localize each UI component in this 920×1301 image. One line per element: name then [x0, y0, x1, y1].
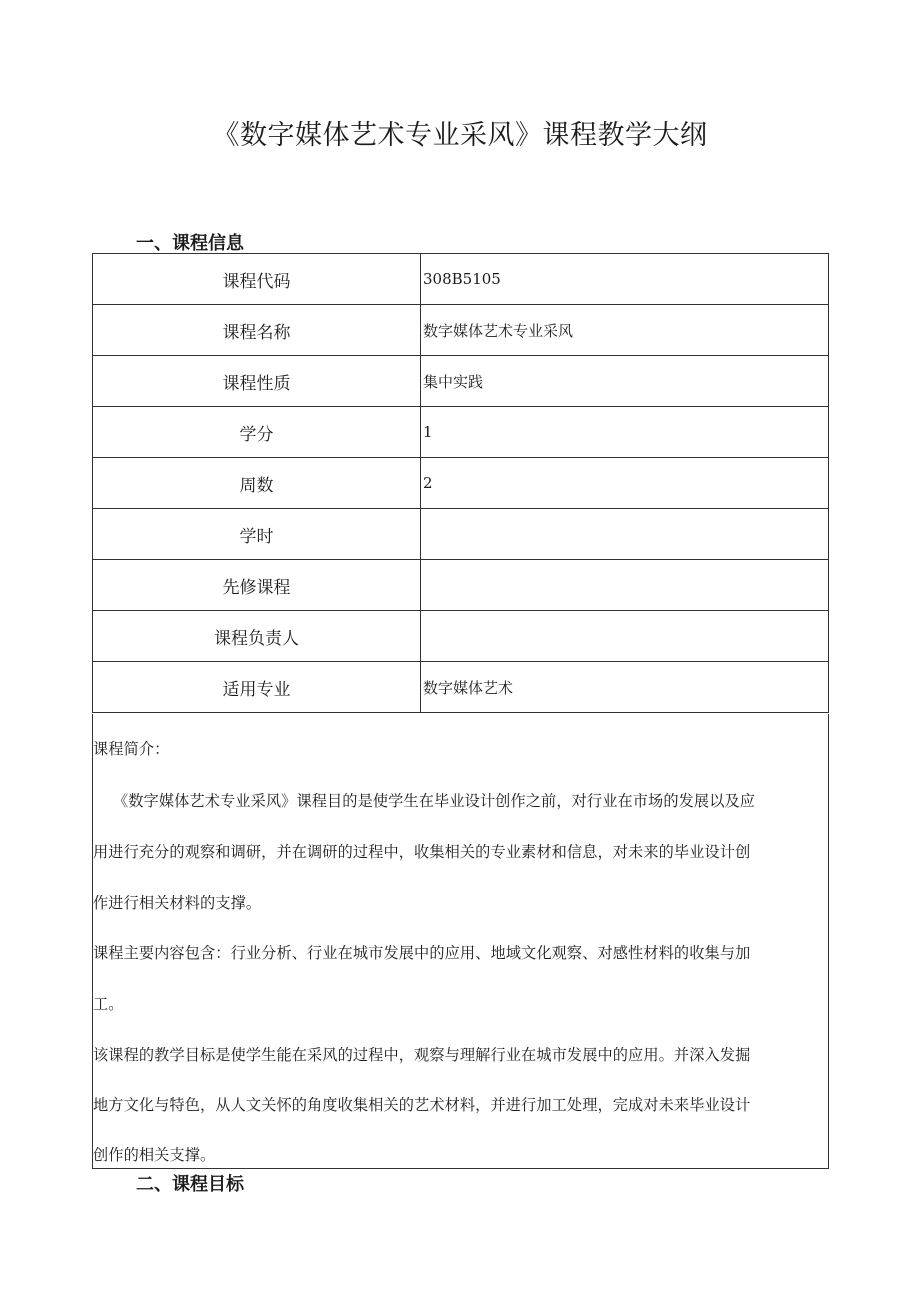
label-prerequisites: 先修课程: [93, 560, 421, 611]
value-course-code: 308B5105: [421, 254, 829, 305]
intro-paragraph-line: 该课程的教学目标是使学生能在采风的过程中，观察与理解行业在城市发展中的应用。并深入发掘: [93, 1046, 751, 1064]
label-hours: 学时: [93, 509, 421, 560]
value-course-leader: [421, 611, 829, 662]
intro-paragraph-line: 地方文化与特色，从人文关怀的角度收集相关的艺术材料，并进行加工处理，完成对未来毕业设计: [93, 1096, 751, 1114]
intro-paragraph-line: 《数字媒体艺术专业采风》课程目的是使学生在毕业设计创作之前，对行业在市场的发展以及应: [113, 792, 756, 810]
value-prerequisites: [421, 560, 829, 611]
course-info-table: [92, 253, 829, 713]
table-row: [93, 356, 829, 407]
value-weeks: 2: [421, 458, 829, 509]
value-course-name: 数字媒体艺术专业采风: [421, 305, 829, 356]
table-row: [93, 305, 829, 356]
table-row: [93, 407, 829, 458]
course-intro-box: [92, 714, 829, 1169]
value-course-nature: 集中实践: [421, 356, 829, 407]
table-row: [93, 509, 829, 560]
intro-paragraph-line: 用进行充分的观察和调研，并在调研的过程中，收集相关的专业素材和信息，对未来的毕业设计创: [93, 843, 751, 861]
section-heading-course-info: 一、课程信息: [136, 233, 244, 254]
intro-paragraph-line: 工。: [93, 995, 124, 1013]
section-heading-course-objectives: 二、课程目标: [136, 1174, 244, 1195]
document-title: 《数字媒体艺术专业采风》课程教学大纲: [212, 120, 708, 151]
label-applicable-major: 适用专业: [93, 662, 421, 713]
intro-paragraph-line: 作进行相关材料的支撑。: [93, 894, 262, 912]
table-row: [93, 458, 829, 509]
label-course-name: 课程名称: [93, 305, 421, 356]
intro-paragraph-line: 课程主要内容包含：行业分析、行业在城市发展中的应用、地域文化观察、对感性材料的收集与加: [93, 944, 751, 962]
value-applicable-major: 数字媒体艺术: [421, 662, 829, 713]
table-row: [93, 254, 829, 305]
value-credits: 1: [421, 407, 829, 458]
table-row: [93, 560, 829, 611]
table-row: [93, 611, 829, 662]
label-weeks: 周数: [93, 458, 421, 509]
label-credits: 学分: [93, 407, 421, 458]
label-course-nature: 课程性质: [93, 356, 421, 407]
value-hours: [421, 509, 829, 560]
table-row: [93, 662, 829, 713]
intro-heading: 课程简介：: [93, 740, 170, 758]
intro-paragraph-line: 创作的相关支撑。: [93, 1146, 216, 1164]
label-course-leader: 课程负责人: [93, 611, 421, 662]
label-course-code: 课程代码: [93, 254, 421, 305]
